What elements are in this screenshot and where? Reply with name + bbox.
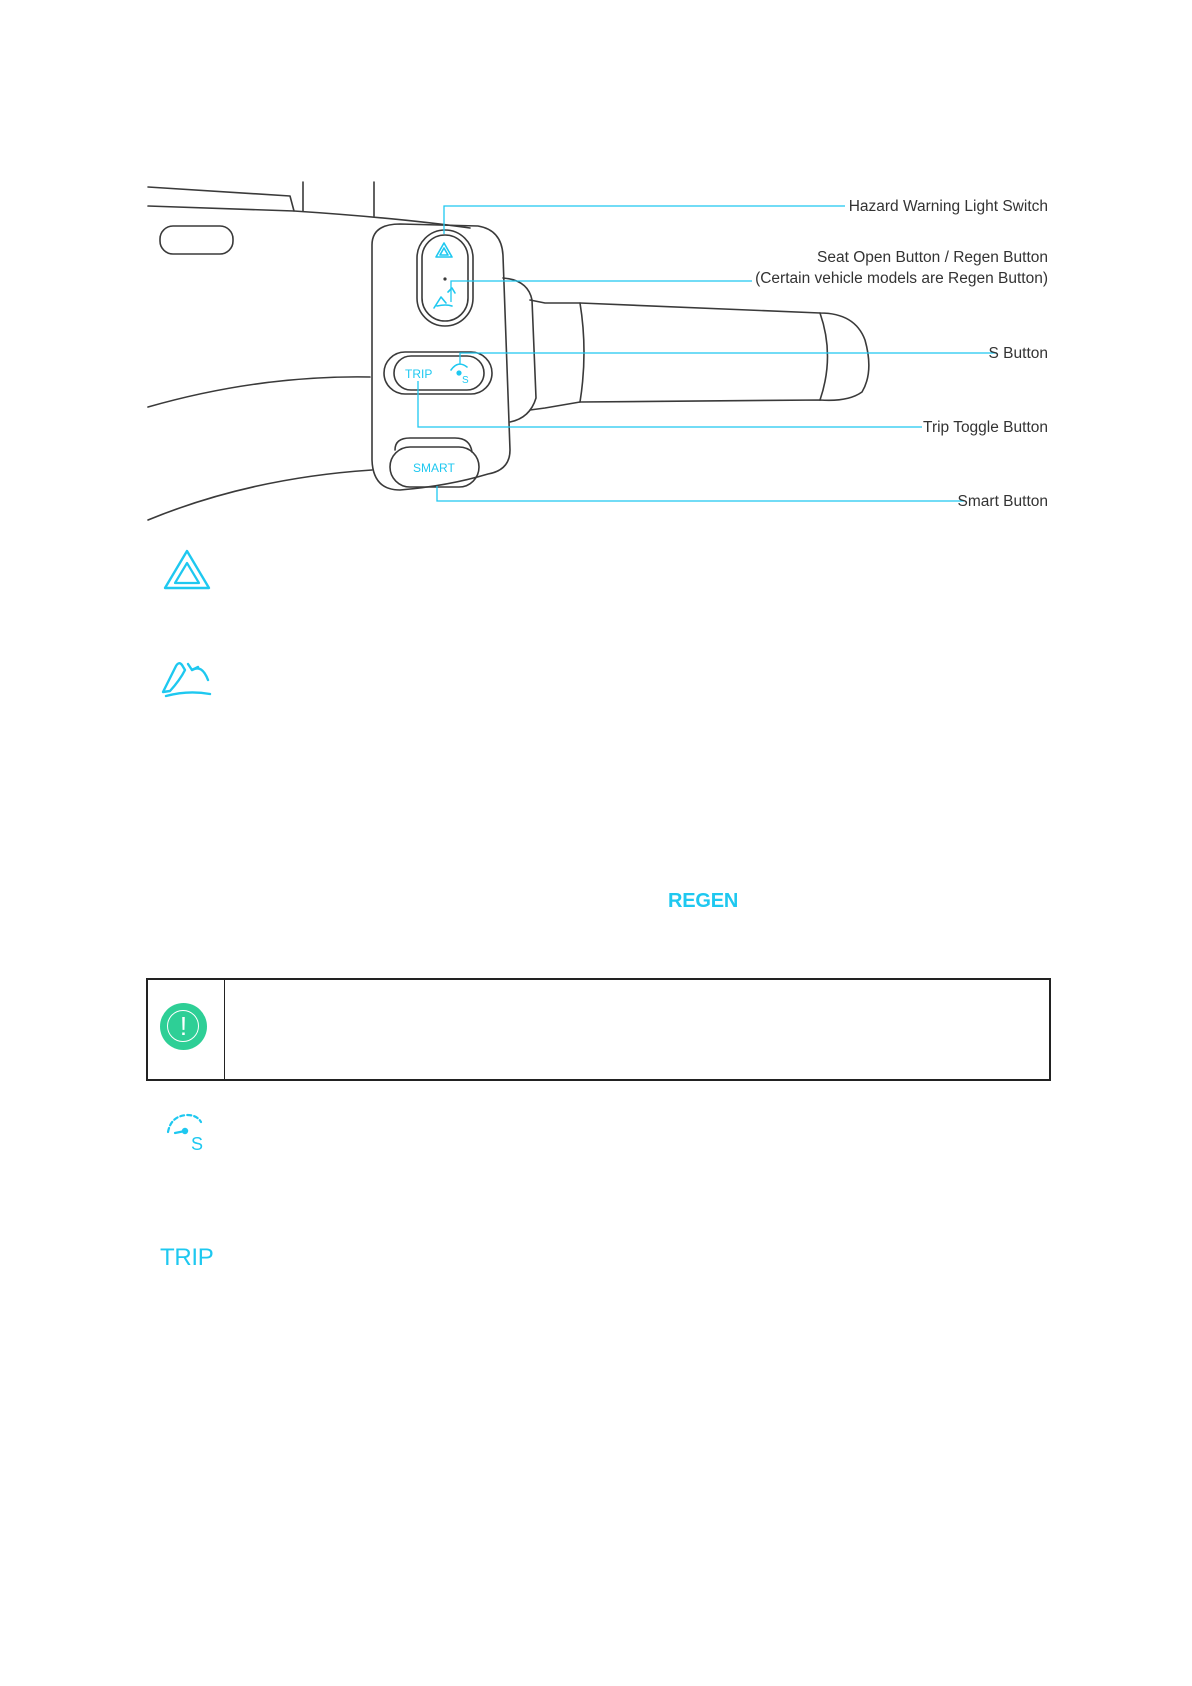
leader-hazard	[444, 206, 845, 234]
callout-trip-toggle: Trip Toggle Button	[923, 419, 1048, 436]
callout-seat-regen-line1: Seat Open Button / Regen Button	[817, 249, 1048, 266]
callout-seat-regen-line2: (Certain vehicle models are Regen Button)	[755, 270, 1048, 287]
body-curve-lower	[148, 470, 372, 520]
s-mode-speedometer-icon	[163, 1110, 209, 1152]
switch-label-s: S	[462, 375, 469, 386]
callout-hazard-warning: Hazard Warning Light Switch	[848, 198, 1048, 215]
body-curve-middle	[148, 377, 370, 407]
notice-box	[146, 978, 1051, 1081]
leader-seat-regen	[451, 281, 752, 302]
hazard-triangle-icon	[162, 548, 212, 592]
smart-button-base	[395, 438, 472, 452]
switch-label-smart: SMART	[413, 461, 455, 475]
s-mode-speedometer-icon	[451, 364, 467, 370]
callout-s-button: S Button	[988, 345, 1048, 362]
notice-divider	[224, 980, 225, 1079]
grip-ridge-right	[820, 313, 828, 400]
regen-label: REGEN	[668, 890, 739, 912]
leader-s-button	[460, 353, 997, 364]
seat-open-icon	[434, 288, 455, 308]
leader-smart	[437, 486, 964, 501]
switch-housing	[372, 224, 510, 490]
exclamation-icon: !	[160, 1003, 207, 1050]
switch-label-trip: TRIP	[405, 367, 433, 381]
leader-trip	[418, 381, 922, 427]
body-slot	[160, 226, 233, 254]
svg-text:S: S	[191, 1134, 204, 1152]
body-top-panel	[148, 187, 294, 211]
callout-smart-button: Smart Button	[957, 493, 1048, 510]
seat-open-icon	[158, 656, 216, 700]
upper-rocker-dot	[443, 277, 446, 280]
trip-label: TRIP	[160, 1244, 214, 1271]
